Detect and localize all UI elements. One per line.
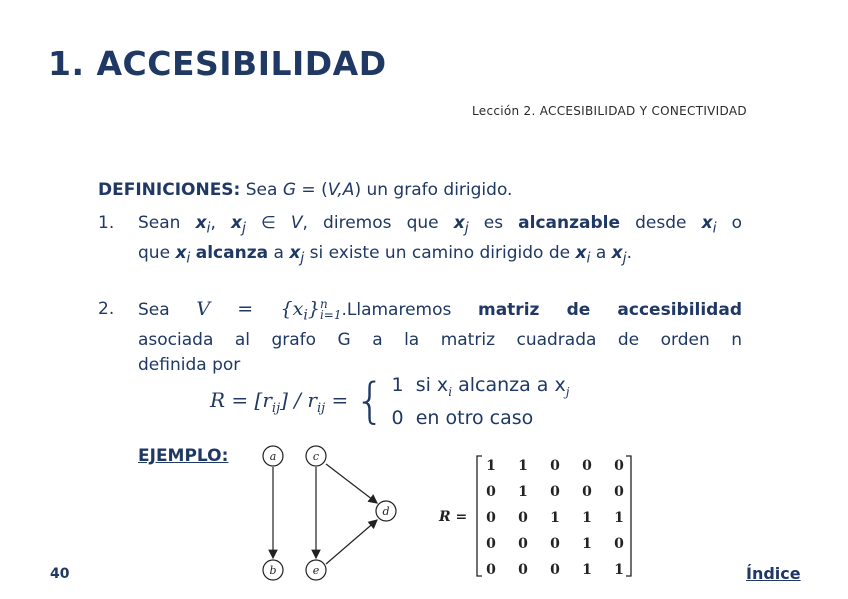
matrix-cell-2-1: 0	[518, 510, 528, 526]
def-text: Sea	[245, 180, 283, 200]
sub: j	[565, 384, 570, 399]
t: Sean	[138, 213, 196, 233]
item-number: 1.	[98, 213, 115, 233]
matrix-cell-1-0: 0	[486, 484, 496, 500]
matrix-cell-4-4: 1	[614, 562, 624, 578]
edge-c-d	[326, 464, 377, 503]
def-text: ) un grafo dirigido.	[354, 180, 513, 200]
t: ,	[210, 213, 231, 233]
matrix-cell-3-4: 0	[614, 536, 624, 552]
t: , diremos que	[302, 213, 454, 233]
item-number: 2.	[98, 299, 115, 319]
matrix-cell-1-3: 0	[582, 484, 592, 500]
item1-line1	[138, 211, 742, 241]
item-body	[138, 211, 742, 272]
sub: i	[448, 384, 453, 399]
sub: i	[586, 250, 591, 267]
t: a	[590, 243, 612, 264]
matrix-cell-0-2: 0	[550, 458, 560, 474]
var-x: x	[175, 243, 187, 264]
matrix-cell-2-4: 1	[614, 510, 624, 526]
set-expr: }	[307, 298, 320, 320]
t: .	[626, 243, 632, 264]
t: que	[138, 243, 176, 264]
directed-graph	[256, 440, 406, 585]
sub: j	[241, 220, 246, 237]
var-x: x	[289, 243, 301, 264]
formula-lhs: ] / r	[280, 387, 317, 412]
case-text: si x	[415, 374, 449, 396]
set-limits	[320, 299, 342, 321]
t: es	[468, 213, 519, 233]
matrix-cell-0-0: 1	[486, 458, 496, 474]
sub: j	[300, 250, 305, 267]
t: Sea	[138, 300, 197, 320]
matrix-cell-4-3: 1	[582, 562, 592, 578]
item2-line1	[138, 297, 742, 328]
sub: i	[712, 220, 717, 237]
sub: i	[303, 307, 308, 324]
matrix-cell-2-2: 1	[550, 510, 560, 526]
matrix-label: R =	[439, 509, 468, 525]
formula-lhs: R = [r	[210, 387, 272, 412]
matrix-cell-2-0: 0	[486, 510, 496, 526]
node-e	[306, 560, 326, 580]
var-x: x	[611, 243, 623, 264]
node-label: c	[312, 450, 320, 463]
node-a	[263, 446, 283, 466]
matrix-cell-0-1: 1	[518, 458, 528, 474]
t: .Llamaremos	[341, 300, 478, 320]
node-d	[376, 501, 396, 521]
matrix-cells	[486, 458, 624, 578]
item2-line3: definida por	[138, 355, 241, 376]
var-x: x	[195, 213, 207, 233]
var-x: x	[453, 213, 465, 233]
matrix-cell-1-4: 0	[614, 484, 624, 500]
term-alcanza: alcanza	[195, 243, 269, 264]
lesson-subtitle: Lección 2. ACCESIBILIDAD Y CONECTIVIDAD	[472, 104, 747, 118]
term-alcanzable: alcanzable	[518, 213, 621, 233]
t: a	[268, 243, 290, 264]
item-body	[138, 297, 742, 378]
t: o	[716, 213, 743, 233]
sup: n	[319, 297, 328, 311]
matrix-cell-3-3: 1	[582, 536, 592, 552]
node-label: e	[312, 564, 320, 577]
accessibility-formula	[210, 372, 569, 431]
case-value: 0	[391, 406, 404, 429]
page-title: 1. ACCESIBILIDAD	[48, 44, 387, 83]
matrix-cell-3-1: 0	[518, 536, 528, 552]
sub: j	[622, 250, 627, 267]
formula-lhs: =	[325, 387, 349, 412]
cases-brace: {	[354, 373, 386, 430]
cases	[392, 372, 570, 431]
case-text: alcanza a x	[452, 374, 566, 396]
matrix-cell-4-1: 0	[518, 562, 528, 578]
matrix-cell-0-3: 0	[582, 458, 592, 474]
matrix-cell-2-3: 1	[582, 510, 592, 526]
node-c	[306, 446, 326, 466]
def-va: V,A	[327, 180, 355, 200]
case-text: en otro caso	[415, 406, 534, 429]
sub: i=1	[319, 308, 342, 322]
case-1	[392, 372, 570, 405]
var-x: x	[701, 213, 713, 233]
sub: i	[206, 220, 211, 237]
t: si existe un camino dirigido de	[304, 243, 576, 264]
matrix-cell-3-0: 0	[486, 536, 496, 552]
item2-line2: asociada al grafo G a la matriz cuadrada de orden n	[138, 330, 742, 351]
edge-e-d	[326, 520, 377, 564]
matrix-cell-3-2: 0	[550, 536, 560, 552]
term-matriz: matriz de accesibilidad	[478, 300, 742, 320]
node-label: b	[269, 564, 277, 577]
sub: ij	[271, 400, 281, 416]
t: desde	[620, 213, 702, 233]
matrix-cell-1-2: 0	[550, 484, 560, 500]
var-x: x	[230, 213, 242, 233]
case-value: 1	[391, 374, 404, 396]
var-x: x	[575, 243, 587, 264]
t: ∈ V	[245, 213, 303, 233]
node-label: d	[382, 505, 390, 518]
item1-line2	[138, 241, 742, 271]
matrix-cell-4-0: 0	[486, 562, 496, 578]
node-b	[263, 560, 283, 580]
left-bracket	[477, 456, 482, 576]
set-expr: V = {x	[196, 298, 304, 320]
sub: i	[186, 250, 191, 267]
index-link[interactable]: Índice	[746, 564, 801, 583]
example-label: EJEMPLO:	[138, 446, 229, 466]
case-2	[392, 405, 570, 431]
page-number: 40	[50, 566, 70, 582]
accessibility-matrix	[436, 450, 646, 580]
matrix-cell-4-2: 0	[550, 562, 560, 578]
right-bracket	[626, 456, 631, 576]
node-label: a	[269, 450, 277, 463]
def-text: = (	[296, 180, 328, 200]
matrix-cell-0-4: 0	[614, 458, 624, 474]
definitions-label: DEFINICIONES:	[98, 180, 241, 200]
sub: j	[464, 220, 469, 237]
definitions-line	[98, 178, 512, 203]
sub: ij	[316, 400, 326, 416]
def-g: G	[282, 180, 297, 200]
matrix-cell-1-1: 1	[518, 484, 528, 500]
